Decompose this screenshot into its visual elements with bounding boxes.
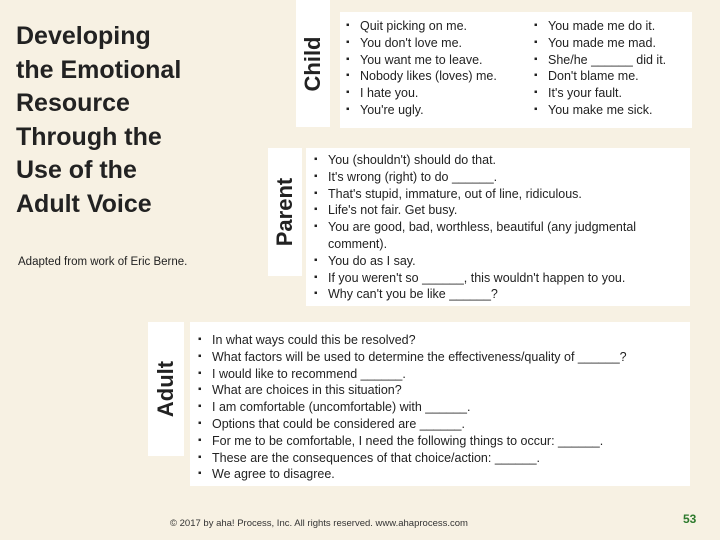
list-item: ▪ You're ugly. [346, 102, 526, 119]
list-item: ▪ I am comfortable (uncomfortable) with ______. [198, 399, 684, 416]
parent-label-text: Parent [272, 177, 297, 247]
list-item: ▪ Don't blame me. [534, 68, 690, 85]
list-item: ▪ You don't love me. [346, 35, 526, 52]
title-line: Through the [16, 122, 162, 151]
child-label [296, 0, 330, 127]
title-line: Resource [16, 89, 130, 117]
list-item: ▪ You made me do it. [534, 18, 690, 35]
page-number: 53 [683, 512, 697, 526]
title-line: the Emotional [16, 55, 182, 84]
list-item: ▪ Options that could be considered are ______. [198, 416, 684, 433]
list-item: ▪ I hate you. [346, 85, 526, 102]
list-item: ▪ You do as I say. [314, 253, 684, 270]
list-item: ▪ We agree to disagree. [198, 466, 684, 483]
parent-list [314, 152, 684, 303]
adult-list [198, 332, 684, 483]
list-item: ▪ You make me sick. [534, 102, 690, 119]
list-item: ▪ You are good, bad, worthless, beautiful (any judgmental comment). [314, 219, 684, 253]
list-item: ▪ You made me mad. [534, 35, 690, 52]
title-line: Adult Voice [16, 189, 152, 218]
list-item: ▪ It's wrong (right) to do ______. [314, 169, 684, 186]
child-list-2 [534, 18, 690, 119]
list-item: ▪ For me to be comfortable, I need the following things to occur: ______. [198, 433, 684, 450]
list-item: ▪ Quit picking on me. [346, 18, 526, 35]
title-line: Use of the [16, 156, 137, 184]
credit-note: Adapted from work of Eric Berne. [18, 256, 188, 268]
list-item: ▪ That's stupid, immature, out of line, ridiculous. [314, 186, 684, 203]
list-item: ▪ What are choices in this situation? [198, 382, 684, 399]
page-title [16, 20, 246, 221]
list-item: ▪ It's your fault. [534, 85, 690, 102]
parent-box [306, 148, 690, 306]
child-box [340, 12, 692, 128]
list-item: ▪ Life's not fair. Get busy. [314, 202, 684, 219]
copyright-footer: © 2017 by aha! Process, Inc. All rights reserved. www.ahaprocess.com [170, 518, 468, 529]
list-item: ▪ In what ways could this be resolved? [198, 332, 684, 349]
list-item: ▪ She/he ______ did it. [534, 52, 690, 69]
parent-label [268, 148, 302, 276]
title-line: Developing [16, 22, 151, 50]
list-item: ▪ These are the consequences of that choice/action: ______. [198, 450, 684, 467]
list-item: ▪ If you weren't so ______, this wouldn't happen to you. [314, 270, 684, 287]
list-item: ▪ You (shouldn't) should do that. [314, 152, 684, 169]
adult-label-text: Adult [153, 360, 178, 418]
child-label-text: Child [300, 36, 325, 91]
list-item: ▪ Why can't you be like ______? [314, 286, 684, 303]
list-item: ▪ I would like to recommend ______. [198, 366, 684, 383]
list-item: ▪ You want me to leave. [346, 52, 526, 69]
list-item: ▪ Nobody likes (loves) me. [346, 68, 526, 85]
adult-label [148, 322, 184, 456]
child-list-1 [346, 18, 526, 119]
adult-box [190, 322, 690, 486]
list-item: ▪ What factors will be used to determine the effectiveness/quality of ______? [198, 349, 684, 366]
